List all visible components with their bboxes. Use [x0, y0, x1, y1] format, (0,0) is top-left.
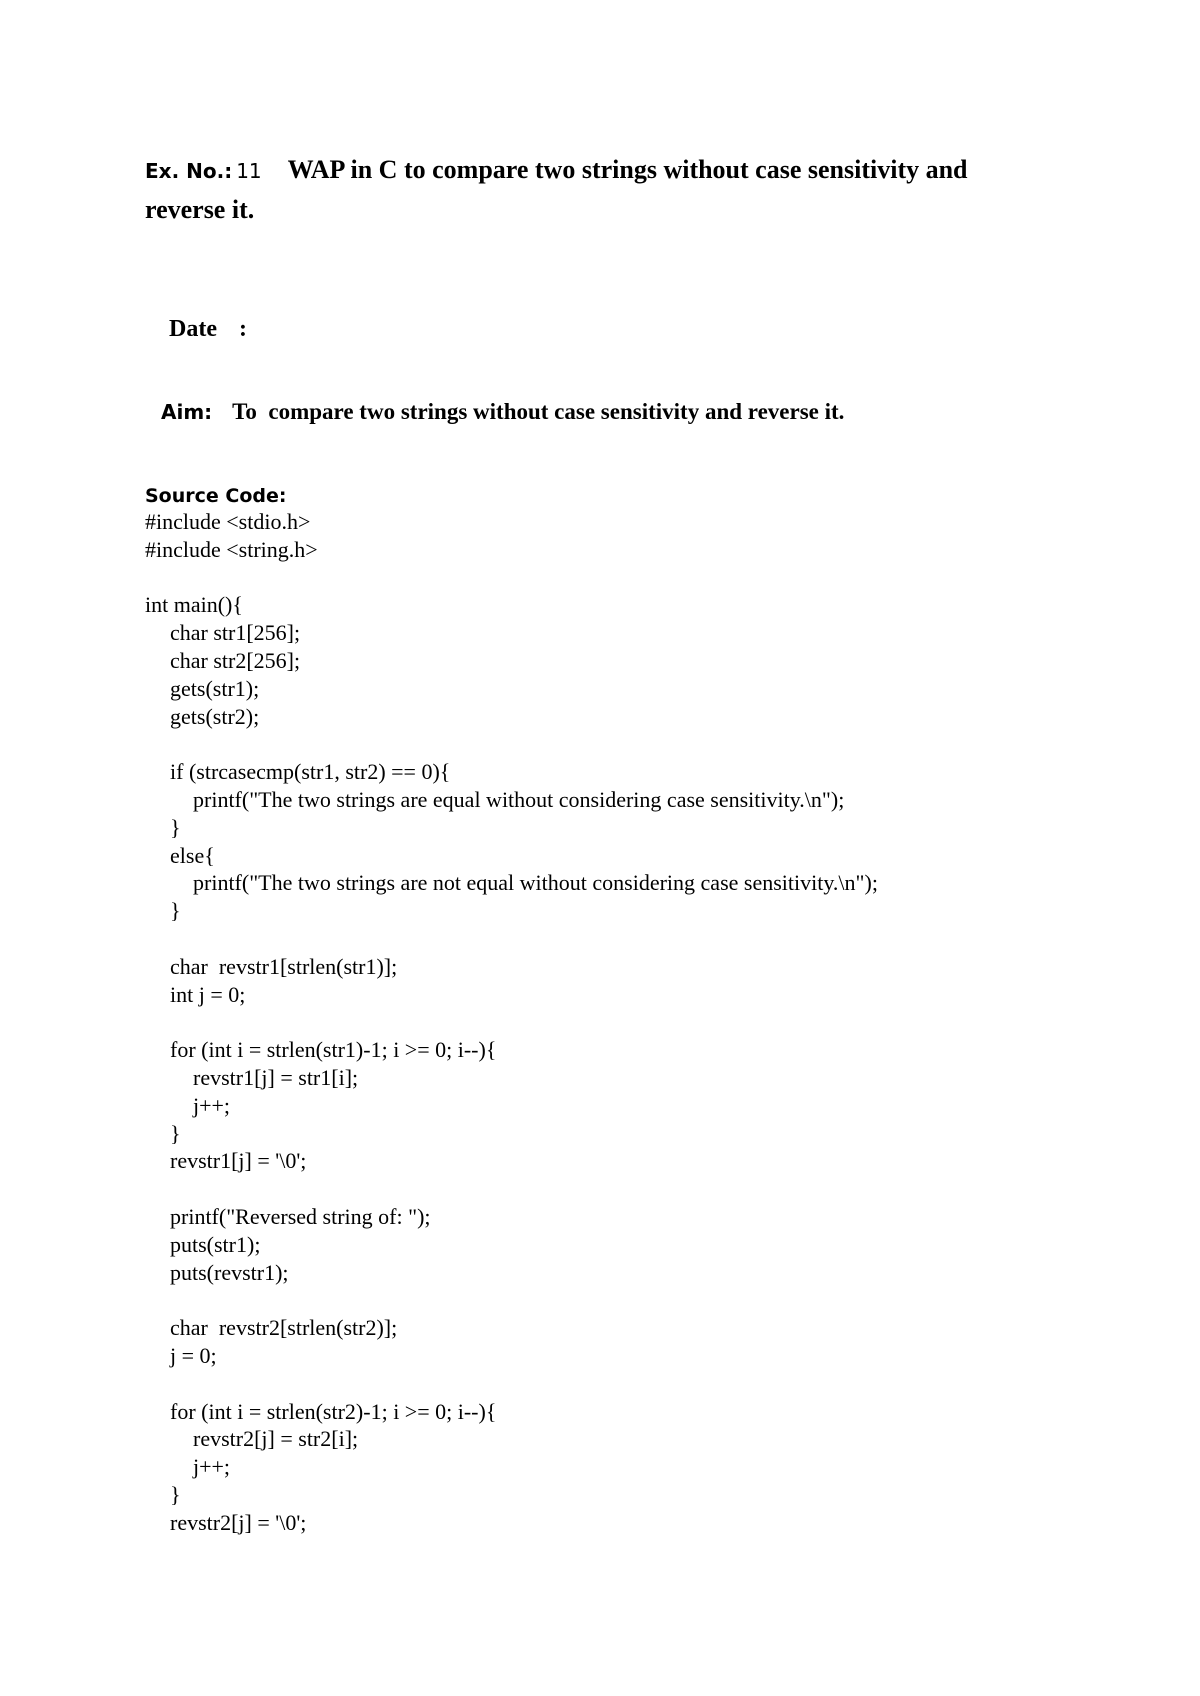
- aim-text: To compare two strings without case sensitivity and reverse it.: [232, 399, 845, 424]
- source-code-block: [145, 508, 878, 1536]
- code-line: #include <string.h>: [145, 536, 318, 562]
- source-code-label: Source Code:: [145, 485, 287, 507]
- code-line: }: [170, 1120, 181, 1146]
- code-line: for (int i = strlen(str2)-1; i >= 0; i--){: [170, 1398, 497, 1424]
- code-line: printf("Reversed string of: ");: [170, 1203, 431, 1229]
- code-line: char revstr2[strlen(str2)];: [170, 1315, 398, 1341]
- code-line: char str1[256];: [170, 620, 301, 646]
- date-separator: :: [238, 316, 247, 342]
- code-line: [145, 564, 878, 592]
- code-line: #include <stdio.h>: [145, 509, 311, 534]
- code-line: [145, 1370, 878, 1398]
- code-line: puts(str1);: [170, 1231, 261, 1257]
- code-line: [145, 730, 878, 758]
- code-line: printf("The two strings are not equal without considering case sensitivity.\n");: [193, 870, 878, 896]
- code-line: [145, 1286, 878, 1314]
- exercise-heading: [145, 152, 1045, 232]
- exercise-title-line1: WAP in C to compare two strings without case sensitivity and: [287, 155, 968, 184]
- exercise-number: 11: [236, 159, 262, 183]
- code-line: [145, 1008, 878, 1036]
- code-line: gets(str1);: [170, 675, 260, 701]
- code-line: revstr1[j] = str1[i];: [193, 1064, 359, 1090]
- code-line: revstr2[j] = '\0';: [170, 1509, 307, 1535]
- exercise-title-line2: reverse it.: [145, 195, 255, 224]
- code-line: int main(){: [145, 592, 243, 618]
- code-line: j = 0;: [170, 1342, 217, 1368]
- code-line: char str2[256];: [170, 647, 301, 673]
- code-line: puts(revstr1);: [170, 1259, 289, 1285]
- code-line: if (strcasecmp(str1, str2) == 0){: [170, 759, 451, 785]
- code-line: j++;: [193, 1454, 231, 1480]
- exercise-number-label: Ex. No.:: [145, 159, 233, 183]
- code-line: [145, 1175, 878, 1203]
- date-label: Date: [169, 316, 217, 342]
- code-line: int j = 0;: [170, 981, 246, 1007]
- code-line: printf("The two strings are equal without considering case sensitivity.\n");: [193, 786, 845, 812]
- code-line: char revstr1[strlen(str1)];: [170, 953, 398, 979]
- date-row: [145, 289, 247, 370]
- code-line: for (int i = strlen(str1)-1; i >= 0; i--){: [170, 1037, 497, 1063]
- code-line: revstr1[j] = '\0';: [170, 1148, 307, 1174]
- code-line: revstr2[j] = str2[i];: [193, 1426, 359, 1452]
- code-line: [145, 925, 878, 953]
- aim-row: [145, 381, 844, 443]
- code-line: }: [170, 814, 181, 840]
- code-line: }: [170, 1481, 181, 1507]
- code-line: gets(str2);: [170, 703, 260, 729]
- aim-label: Aim:: [161, 400, 213, 424]
- code-line: j++;: [193, 1092, 231, 1118]
- code-line: }: [170, 898, 181, 924]
- code-line: else{: [170, 842, 215, 868]
